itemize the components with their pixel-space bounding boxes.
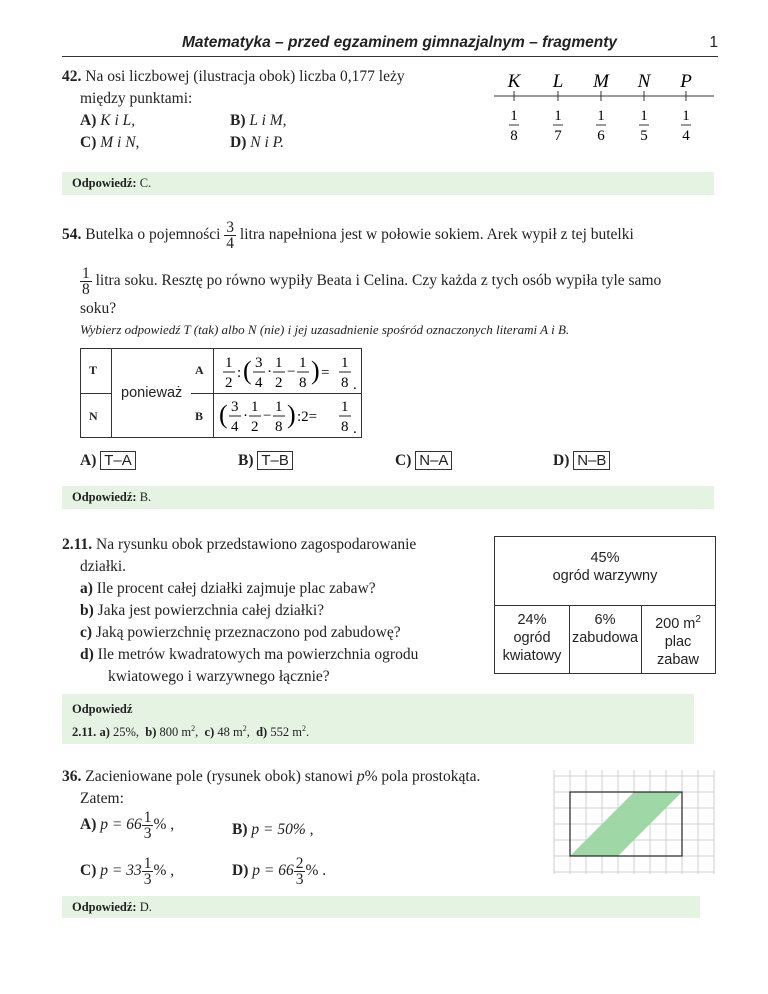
svg-text:2: 2: [275, 375, 283, 391]
svg-text:8: 8: [275, 419, 283, 435]
svg-text:4: 4: [231, 419, 239, 435]
cell-because: ponieważ: [121, 385, 183, 401]
svg-text:4: 4: [255, 375, 263, 391]
q42-line1: Na osi liczbowej (ilustracja obok) liczba 0,177 leży: [85, 68, 405, 85]
cell-A: A: [195, 363, 204, 377]
axis-letter: L: [552, 71, 564, 92]
q42-text: [62, 66, 482, 110]
svg-text:1: 1: [275, 399, 283, 415]
svg-text:−: −: [287, 364, 296, 380]
q42-optB: B) L i M,: [230, 112, 287, 129]
svg-text:3: 3: [231, 399, 239, 415]
plot-diagram: [494, 536, 716, 674]
page-title: Matematyka – przed egzaminem gimnazjalnym – fragmenty: [182, 34, 618, 51]
svg-text:·: ·: [267, 364, 272, 380]
svg-text:1: 1: [225, 355, 233, 371]
axis-letter: P: [680, 71, 692, 92]
page-header: [62, 32, 718, 57]
axis-den: 6: [597, 128, 605, 144]
svg-text::: :: [237, 365, 242, 381]
q54-optA: A) T–A: [80, 452, 136, 470]
q54-instruction: Wybierz odpowiedź T (tak) albo N (nie) i jej uzasadnienie spośród oznaczonych literami A i B.: [80, 322, 570, 337]
q42-optC: C) M i N,: [80, 134, 140, 151]
axis-den: 8: [510, 128, 518, 144]
svg-text:2: 2: [251, 419, 259, 435]
page-number: 1: [709, 34, 718, 51]
svg-text:8: 8: [341, 375, 349, 391]
q54-line3: soku?: [80, 300, 117, 317]
svg-text:1: 1: [341, 399, 349, 415]
q36-optC: C) p = 33 $\frac{1}{3}$ % ,: [80, 855, 175, 888]
svg-text:·: ·: [243, 408, 248, 424]
svg-text:2: 2: [225, 375, 233, 391]
axis-num: 1: [597, 108, 605, 124]
svg-text:.: .: [353, 421, 357, 435]
svg-text:1: 1: [251, 399, 259, 415]
svg-text:=: =: [321, 365, 330, 381]
playground: 200 $m^2$ plac zabaw: [655, 614, 701, 668]
axis-num: 1: [554, 108, 562, 124]
svg-text:(: (: [243, 356, 252, 385]
svg-text:1: 1: [299, 355, 307, 371]
number-line: [490, 66, 718, 156]
q54-table: [80, 348, 362, 438]
q42-optA: A) K i L,: [80, 112, 136, 129]
svg-text:.: .: [353, 377, 357, 393]
svg-text::2=: :2=: [297, 409, 318, 425]
q42-answer: Odpowiedź: C.: [62, 172, 714, 195]
q42-optD: D) N i P.: [230, 134, 284, 151]
q54-optC: C) N–A: [395, 452, 452, 470]
cell-T: T: [89, 363, 98, 377]
svg-text:1: 1: [341, 355, 349, 371]
q54-formulas: [219, 351, 359, 435]
q54-answer: Odpowiedź: B.: [62, 486, 714, 509]
q42-line2: między punktami:: [80, 90, 193, 107]
q211-answer: Odpowiedź 2.11. a) 25%, b) 800 $m^2$, c) 48 $m^2$, d) 552 $m^2$.: [62, 694, 694, 744]
flower-garden: 24% ogród kwiatowy: [502, 612, 562, 664]
fraction-3-4: $\frac{3}{4}$: [226, 219, 235, 252]
q42-number: 42.: [62, 68, 82, 85]
axis-den: 4: [682, 128, 690, 144]
svg-text:3: 3: [255, 355, 263, 371]
axis-den: 7: [554, 128, 562, 144]
svg-text:): ): [287, 400, 296, 429]
q36-text: 36. Zacieniowane pole (rysunek obok) stanowi p% pola prostokąta. Zatem:: [62, 768, 481, 807]
svg-text:): ): [311, 356, 320, 385]
q36-answer: Odpowiedź: D.: [62, 896, 700, 918]
axis-letter: N: [637, 71, 651, 92]
q36-optA: A) p = 66 $\frac{1}{3}$ % ,: [80, 809, 175, 842]
axis-letter: M: [593, 71, 609, 92]
q54-optD: D) N–B: [553, 452, 610, 470]
cell-B: B: [195, 409, 204, 423]
axis-num: 1: [640, 108, 648, 124]
axis-num: 1: [510, 108, 518, 124]
svg-text:8: 8: [341, 419, 349, 435]
svg-text:(: (: [219, 400, 228, 429]
q36-optD: D) p = 66 $\frac{2}{3}$ % .: [232, 855, 327, 888]
q36-optB: B) p = 50% ,: [232, 821, 314, 838]
grid-figure: [548, 770, 718, 874]
svg-text:1: 1: [275, 355, 283, 371]
veg-garden: 45% ogród warzywny: [552, 550, 658, 584]
axis-letter: K: [507, 71, 521, 92]
svg-text:8: 8: [299, 375, 307, 391]
q54-optB: B) T–B: [238, 452, 293, 470]
building-area: 6% zabudowa: [571, 612, 639, 646]
svg-text:−: −: [263, 408, 272, 424]
q54-line1: 54. Butelka o pojemności $\frac{3}{4}$ litra napełniona jest w połowie sokiem. Arek wypił z tej butelki: [62, 219, 634, 252]
q54-line2: $\frac{1}{8}$ litra soku. Resztę po równo wypiły Beata i Celina. Czy każda z tych osób wypiła tyle samo: [82, 265, 662, 298]
q211-text: 2.11. Na rysunku obok przedstawiono zagospodarowanie działki. a) Ile procent całej działki zajmuje plac zabaw? b) Jaka jest powierzchnia całej działki? c) Jaką powierzchnię przeznaczono pod zabudowę? d) Ile metrów kwadratowych ma powierzchnia ogrodu kwiatowego i warzywnego łącznie?: [62, 536, 419, 685]
fraction-1-8: $\frac{1}{8}$: [82, 265, 90, 298]
cell-N: N: [89, 409, 98, 423]
axis-den: 5: [640, 128, 648, 144]
axis-num: 1: [682, 108, 690, 124]
